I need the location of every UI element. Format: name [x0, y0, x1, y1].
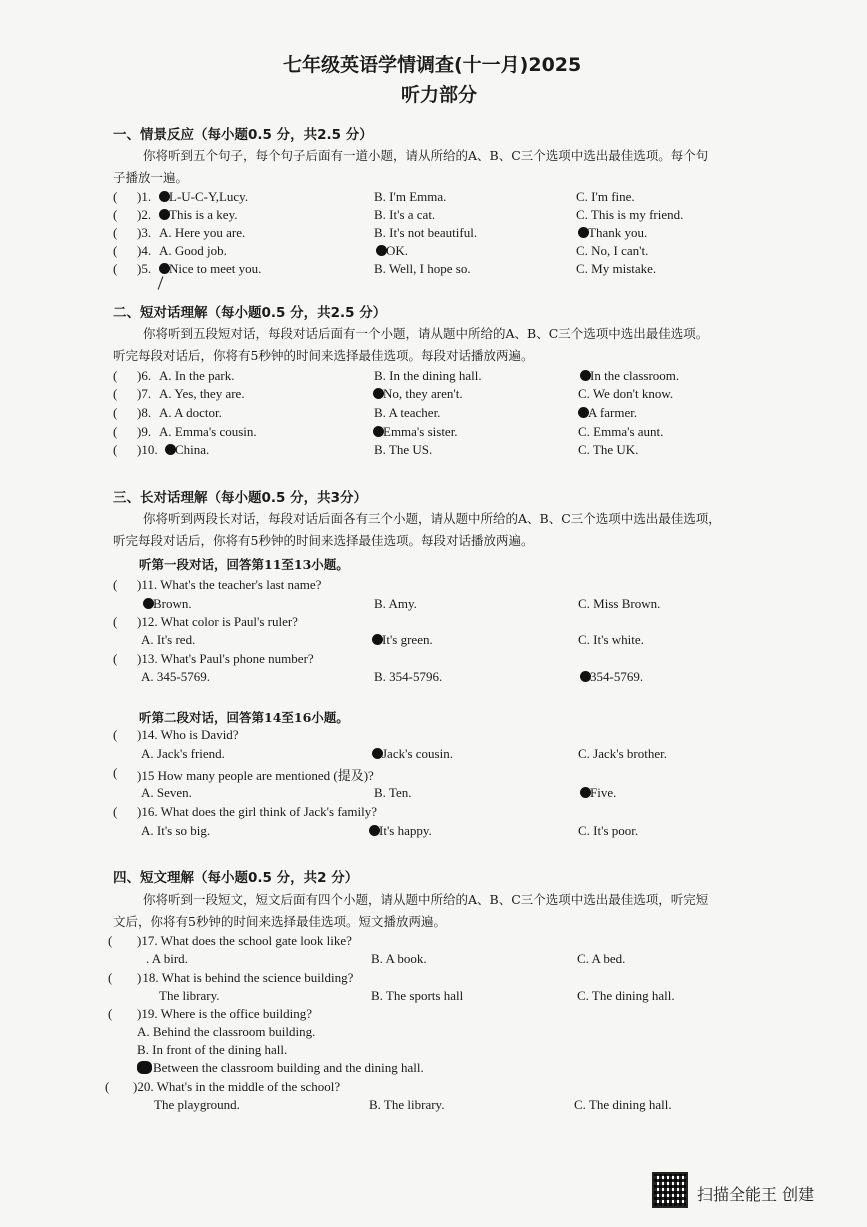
pen-stroke	[158, 276, 164, 289]
q19-stem: )19. Where is the office building?	[137, 1006, 312, 1021]
section-4-instruction-2: 文后，你将有5秒钟的时间来选择最佳选项。短文播放两遍。	[113, 914, 446, 929]
answer-blank[interactable]: (	[108, 933, 113, 948]
section-4-heading: 四、短文理解（每小题0.5 分，共2 分）	[113, 870, 359, 886]
answer-blank[interactable]: (	[113, 207, 118, 222]
qr-code-icon	[652, 1172, 688, 1208]
q13-stem: )13. What's Paul's phone number?	[137, 651, 314, 666]
q5-option-b: B. Well, I hope so.	[374, 261, 471, 276]
q18-stem: ) 18. What is behind the science building?	[137, 970, 354, 985]
q1-option-b: B. I'm Emma.	[374, 189, 447, 204]
q14-stem: )14. Who is David?	[137, 727, 239, 742]
answer-blank[interactable]: (	[113, 765, 118, 780]
q16-option-a: A. It's so big.	[141, 823, 211, 838]
q13-option-a: A. 345-5769.	[141, 669, 210, 684]
answer-blank[interactable]: (	[113, 261, 118, 276]
answer-blank[interactable]: (	[108, 1006, 113, 1021]
q6-option-b: B. In the dining hall.	[374, 368, 482, 383]
q14-option-c: C. Jack's brother.	[578, 746, 667, 761]
q14-option-b: Jack's cousin.	[382, 746, 453, 761]
q18-option-a: The library.	[159, 988, 220, 1003]
q10-option-a: China.	[175, 442, 210, 457]
section-2-heading: 二、短对话理解（每小题0.5 分，共2.5 分）	[113, 305, 387, 321]
dialog-2-heading: 听第二段对话，回答第14至16小题。	[139, 710, 349, 725]
q1-number: )1.	[137, 189, 152, 204]
q9-option-a: A. Emma's cousin.	[159, 424, 257, 439]
q14-option-a: A. Jack's friend.	[141, 746, 225, 761]
answer-blank[interactable]: (	[113, 368, 118, 383]
q8-option-a: A. A doctor.	[159, 405, 222, 420]
q16-option-c: C. It's poor.	[578, 823, 639, 838]
q3-option-a: A. Here you are.	[159, 225, 246, 240]
section-3-instruction-1: 你将听到两段长对话，每段对话后面各有三个小题，请从题中所给的A、B、C三个选项中选出最佳选项，	[143, 511, 721, 526]
q4-option-c: C. No, I can't.	[576, 243, 649, 258]
q7-option-c: C. We don't know.	[578, 386, 674, 401]
marked-answer-dot	[137, 1061, 152, 1074]
q15-option-c: Five.	[590, 785, 617, 800]
q4-option-b: OK.	[386, 243, 409, 258]
section-2-instruction-1: 你将听到五段短对话，每段对话后面有一个小题，请从题中所给的A、B、C三个选项中选出最佳选项。	[143, 326, 709, 341]
answer-blank[interactable]: (	[113, 405, 118, 420]
answer-blank[interactable]: (	[113, 225, 118, 240]
section-1-instruction-1: 你将听到五个句子，每个句子后面有一道小题，请从所给的A、B、C三个选项中选出最佳选项。每个句	[143, 148, 709, 163]
q20-stem: )20. What's in the middle of the school?	[133, 1079, 341, 1094]
q12-option-c: C. It's white.	[578, 632, 644, 647]
page-title: 七年级英语学情调查(十一月)2025	[283, 54, 582, 76]
q12-option-b: It's green.	[382, 632, 433, 647]
answer-blank[interactable]: (	[105, 1079, 110, 1094]
q6-option-c: In the classroom.	[590, 368, 680, 383]
q15-option-b: B. Ten.	[374, 785, 412, 800]
q19-option-c: Between the classroom building and the dining hall.	[153, 1060, 424, 1075]
answer-blank[interactable]: (	[113, 651, 118, 666]
q8-option-b: B. A teacher.	[374, 405, 441, 420]
q7-number: )7.	[137, 386, 152, 401]
q10-option-b: B. The US.	[374, 442, 433, 457]
q10-option-c: C. The UK.	[578, 442, 639, 457]
watermark-text: 扫描全能王 创建	[697, 1185, 815, 1204]
q3-option-b: B. It's not beautiful.	[374, 225, 478, 240]
q7-option-b: No, they aren't.	[383, 386, 463, 401]
q3-number: )3.	[137, 225, 152, 240]
q5-option-a: Nice to meet you.	[169, 261, 262, 276]
answer-blank[interactable]: (	[113, 577, 118, 592]
q5-number: )5.	[137, 261, 152, 276]
q8-option-c: A farmer.	[588, 405, 638, 420]
answer-blank[interactable]: (	[113, 727, 118, 742]
q18-option-c: C. The dining hall.	[577, 988, 675, 1003]
q12-stem: )12. What color is Paul's ruler?	[137, 614, 298, 629]
answer-blank[interactable]: (	[113, 424, 118, 439]
q13-option-c: 354-5769.	[590, 669, 644, 684]
section-3-instruction-2: 听完每段对话后，你将有5秒钟的时间来选择最佳选项。每段对话播放两遍。	[113, 533, 534, 548]
q12-option-a: A. It's red.	[141, 632, 196, 647]
q19-option-a: A. Behind the classroom building.	[137, 1024, 316, 1039]
q11-option-a: Brown.	[153, 596, 192, 611]
answer-blank[interactable]: (	[113, 442, 118, 457]
q17-option-c: C. A bed.	[577, 951, 626, 966]
q11-option-c: C. Miss Brown.	[578, 596, 661, 611]
q1-option-a: L-U-C-Y,Lucy.	[169, 189, 249, 204]
q16-option-b: It's happy.	[379, 823, 432, 838]
q2-option-c: C. This is my friend.	[576, 207, 684, 222]
q5-option-c: C. My mistake.	[576, 261, 657, 276]
answer-blank[interactable]: (	[113, 804, 118, 819]
q20-option-b: B. The library.	[369, 1097, 445, 1112]
q7-option-a: A. Yes, they are.	[159, 386, 245, 401]
section-4-instruction-1: 你将听到一段短文，短文后面有四个小题，请从题中所给的A、B、C三个选项中选出最佳选项，听完短	[143, 892, 709, 907]
section-2-instruction-2: 听完每段对话后，你将有5秒钟的时间来选择最佳选项。每段对话播放两遍。	[113, 348, 534, 363]
section-1-instruction-2: 子播放一遍。	[113, 170, 189, 185]
page-subtitle: 听力部分	[401, 84, 478, 106]
q13-option-b: B. 354-5796.	[374, 669, 443, 684]
dialog-1-heading: 听第一段对话，回答第11至13小题。	[139, 557, 349, 572]
q15-stem: )15 How many people are mentioned (提及)?	[137, 768, 374, 783]
q17-stem: )17. What does the school gate look like?	[137, 933, 352, 948]
answer-blank[interactable]: (	[113, 189, 118, 204]
q3-option-c: Thank you.	[588, 225, 648, 240]
q20-option-c: C. The dining hall.	[574, 1097, 672, 1112]
section-1-heading: 一、情景反应（每小题0.5 分，共2.5 分）	[113, 127, 373, 143]
q1-option-c: C. I'm fine.	[576, 189, 635, 204]
q16-stem: )16. What does the girl think of Jack's family?	[137, 804, 378, 819]
q17-option-b: B. A book.	[371, 951, 427, 966]
q2-option-b: B. It's a cat.	[374, 207, 436, 222]
q9-option-c: C. Emma's aunt.	[578, 424, 664, 439]
q2-option-a: This is a key.	[169, 207, 238, 222]
q8-number: )8.	[137, 405, 152, 420]
q10-number: )10.	[137, 442, 158, 457]
q9-option-b: Emma's sister.	[383, 424, 458, 439]
q20-option-a: The playground.	[154, 1097, 240, 1112]
q18-option-b: B. The sports hall	[371, 988, 464, 1003]
q6-option-a: A. In the park.	[159, 368, 235, 383]
scanner-watermark	[652, 1172, 852, 1212]
q19-option-b: B. In front of the dining hall.	[137, 1042, 288, 1057]
q17-option-a: . A bird.	[146, 951, 188, 966]
q11-option-b: B. Amy.	[374, 596, 417, 611]
q4-option-a: A. Good job.	[159, 243, 227, 258]
answer-blank[interactable]: (	[113, 386, 118, 401]
section-3-heading: 三、长对话理解（每小题0.5 分，共3分）	[113, 490, 368, 506]
answer-blank[interactable]: (	[108, 970, 113, 985]
q6-number: )6.	[137, 368, 152, 383]
answer-blank[interactable]: (	[113, 243, 118, 258]
q9-number: )9.	[137, 424, 152, 439]
answer-blank[interactable]: (	[113, 614, 118, 629]
q4-number: )4.	[137, 243, 152, 258]
q15-option-a: A. Seven.	[141, 785, 192, 800]
q11-stem: )11. What's the teacher's last name?	[137, 577, 322, 592]
q2-number: )2.	[137, 207, 152, 222]
